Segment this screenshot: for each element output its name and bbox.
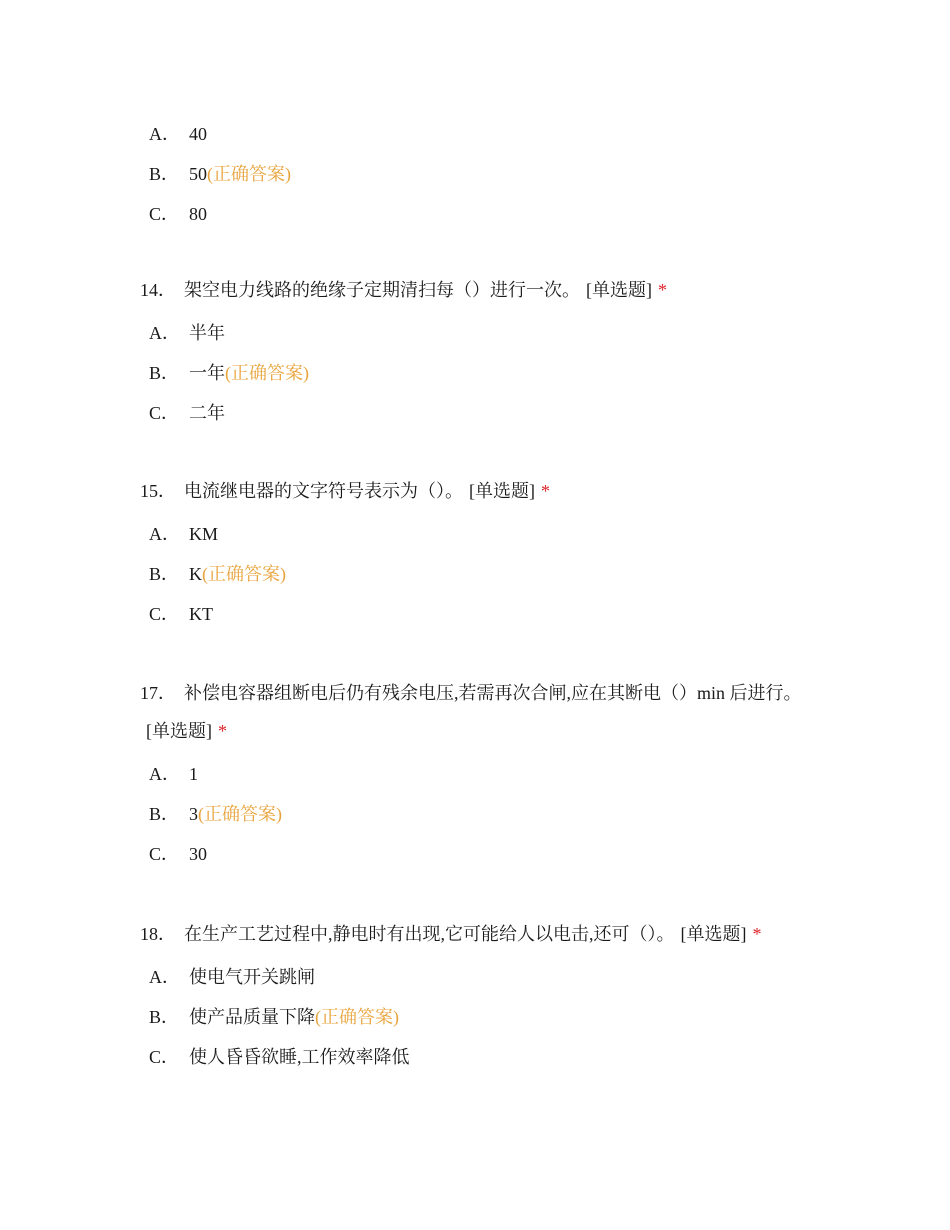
option-a — [140, 514, 810, 554]
option-text: 一年 — [189, 363, 225, 383]
correct-answer-mark: (正确答案) — [198, 804, 282, 824]
option-text: KM — [189, 524, 219, 544]
question-number: 18． — [140, 924, 176, 944]
option-letter: A． — [149, 967, 180, 987]
question-18 — [140, 915, 810, 1077]
option-c — [140, 834, 810, 874]
required-mark: * — [658, 280, 667, 300]
question-15 — [140, 472, 810, 634]
option-letter: C． — [149, 403, 180, 423]
question-17 — [140, 674, 810, 874]
question-type: [单选题] — [469, 481, 535, 501]
option-a — [140, 754, 810, 794]
option-letter: B． — [149, 564, 180, 584]
question-title — [140, 472, 810, 510]
question-type: [单选题] — [680, 924, 747, 944]
option-c — [140, 1037, 810, 1077]
question-type: [单选题] — [146, 721, 212, 741]
question-title — [140, 674, 810, 750]
option-text: 1 — [189, 764, 198, 784]
option-letter: B． — [149, 164, 180, 184]
option-b — [140, 154, 810, 194]
option-letter: A． — [149, 323, 180, 343]
question-14 — [140, 271, 810, 433]
option-a — [140, 957, 810, 997]
option-text: 二年 — [189, 403, 225, 423]
option-text: 使产品质量下降 — [189, 1007, 315, 1027]
option-c — [140, 194, 810, 234]
option-letter: A． — [149, 764, 180, 784]
option-letter: A． — [149, 124, 180, 144]
question-13 — [140, 114, 810, 234]
option-c — [140, 594, 810, 634]
option-text: 30 — [189, 844, 207, 864]
option-text: 半年 — [189, 323, 225, 343]
required-mark: * — [541, 481, 550, 501]
option-b — [140, 353, 810, 393]
option-letter: B． — [149, 363, 180, 383]
option-letter: C． — [149, 204, 180, 224]
option-text: K — [189, 564, 202, 584]
option-b — [140, 794, 810, 834]
question-title — [140, 271, 810, 309]
question-text: 架空电力线路的绝缘子定期清扫每（）进行一次。 — [184, 280, 580, 300]
option-text: 80 — [189, 204, 207, 224]
option-text: 使人昏昏欲睡,工作效率降低 — [189, 1047, 410, 1067]
question-text: 在生产工艺过程中,静电时有出现,它可能给人以电击,还可（）。 — [184, 924, 675, 944]
option-text: KT — [189, 604, 213, 624]
correct-answer-mark: (正确答案) — [202, 564, 286, 584]
option-a — [140, 114, 810, 154]
correct-answer-mark: (正确答案) — [315, 1007, 399, 1027]
required-mark: * — [752, 924, 762, 944]
option-b — [140, 997, 810, 1037]
question-number: 14． — [140, 280, 176, 300]
correct-answer-mark: (正确答案) — [207, 164, 291, 184]
option-letter: B． — [149, 1007, 180, 1027]
option-text: 40 — [189, 124, 207, 144]
question-text: 补偿电容器组断电后仍有残余电压,若需再次合闸,应在其断电（）min 后进行。 — [184, 683, 802, 703]
option-b — [140, 554, 810, 594]
option-letter: C． — [149, 604, 180, 624]
option-letter: C． — [149, 844, 180, 864]
option-letter: A． — [149, 524, 180, 544]
option-text: 3 — [189, 804, 198, 824]
question-type: [单选题] — [586, 280, 652, 300]
required-mark: * — [218, 721, 227, 741]
option-c — [140, 393, 810, 433]
question-number: 15． — [140, 481, 176, 501]
option-text: 使电气开关跳闸 — [189, 967, 315, 987]
option-letter: C． — [149, 1047, 180, 1067]
question-text: 电流继电器的文字符号表示为（）。 — [184, 481, 463, 501]
option-a — [140, 313, 810, 353]
correct-answer-mark: (正确答案) — [225, 363, 309, 383]
question-number: 17． — [140, 683, 176, 703]
option-text: 50 — [189, 164, 207, 184]
option-letter: B． — [149, 804, 180, 824]
question-title — [140, 915, 810, 953]
